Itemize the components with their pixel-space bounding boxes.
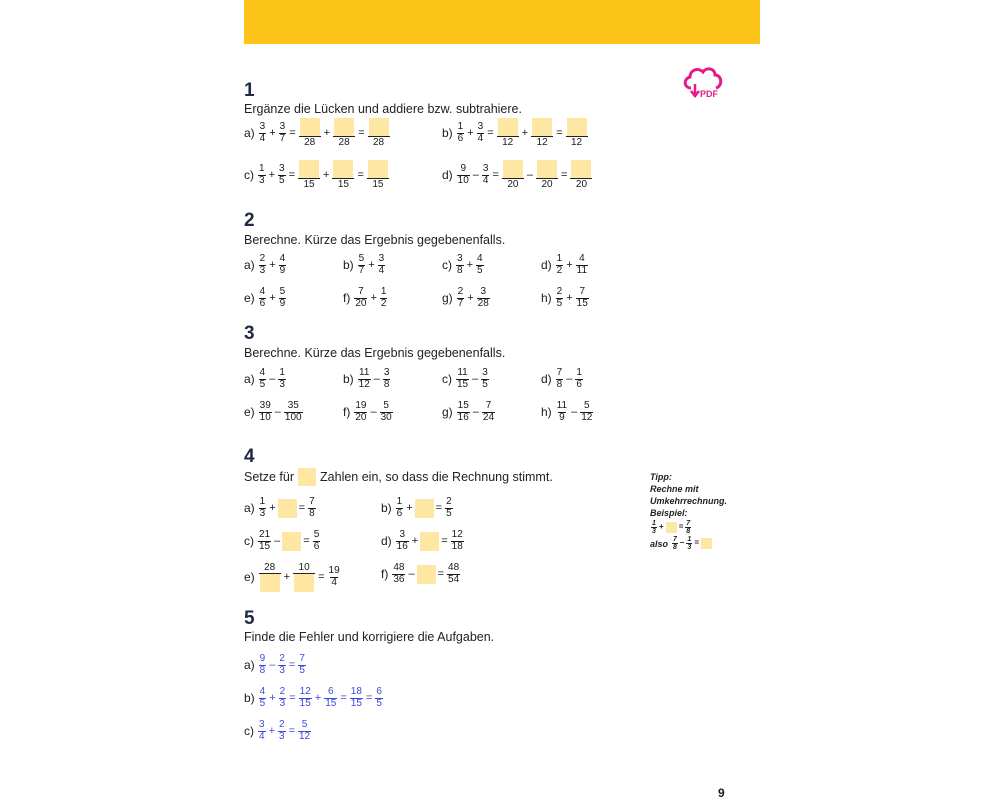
equals: = bbox=[561, 169, 568, 181]
task-label: e) bbox=[244, 405, 255, 420]
exercise-1-task-a bbox=[244, 118, 391, 148]
task-item bbox=[442, 287, 491, 310]
operator: – bbox=[274, 406, 281, 419]
exercise-5-instruction: Finde die Fehler und korrigiere die Aufgaben. bbox=[244, 630, 495, 644]
fraction: $\frac{4}{6}$ bbox=[259, 286, 266, 309]
task-item bbox=[244, 287, 287, 310]
task-item bbox=[244, 368, 287, 391]
header-banner bbox=[244, 0, 760, 44]
task-label: g) bbox=[442, 291, 453, 306]
fraction: $\frac{48}{36}$ bbox=[393, 562, 405, 585]
operator: + bbox=[268, 169, 275, 181]
equals: = bbox=[288, 169, 295, 181]
exercise-3-number: 3 bbox=[244, 323, 255, 344]
fraction: $\frac{7}{20}$ bbox=[355, 286, 367, 309]
operator: – bbox=[472, 373, 479, 386]
equals: = bbox=[492, 169, 499, 181]
tip-example-1: $\frac{1}{3}$ + = $\frac{7}{8}$ bbox=[652, 519, 691, 536]
fraction: $\frac{3}{4}$ bbox=[259, 719, 265, 742]
task-label: d) bbox=[442, 168, 453, 182]
task-item bbox=[442, 254, 485, 277]
fraction: $\frac{1}{2}$ bbox=[556, 253, 563, 276]
task-item bbox=[244, 254, 287, 277]
fraction: $\frac{1}{3}$ bbox=[279, 367, 285, 390]
operator: – bbox=[408, 568, 415, 581]
tip-text: Beispiel: bbox=[650, 508, 688, 519]
fraction: $\frac{12}{15}$ bbox=[299, 686, 311, 709]
fraction: $\frac{6}{15}$ bbox=[325, 686, 337, 709]
task-label: f) bbox=[381, 567, 389, 582]
fraction: $\frac{1}{2}$ bbox=[380, 286, 387, 309]
operator: + bbox=[368, 259, 375, 272]
equals: = bbox=[303, 535, 310, 548]
operator: + bbox=[467, 292, 474, 305]
task-item bbox=[343, 254, 386, 277]
fraction: $\frac{3}{4}$ bbox=[482, 162, 489, 186]
exercise-1-task-b bbox=[442, 118, 589, 148]
fraction: $\frac{1}{6}$ bbox=[576, 367, 582, 390]
equals: = bbox=[441, 535, 448, 548]
fraction: $\frac{19}{20}$ bbox=[355, 400, 367, 423]
fraction: $\frac{6}{5}$ bbox=[376, 686, 382, 709]
fraction: $\frac{5}{6}$ bbox=[313, 529, 320, 552]
exercise-1-task-d bbox=[442, 160, 593, 190]
fraction: $\frac{7}{5}$ bbox=[299, 653, 305, 676]
operator: – bbox=[472, 406, 479, 419]
exercise-4-instruction bbox=[244, 468, 553, 486]
equals: = bbox=[437, 568, 445, 581]
fraction: $\frac{3}{28}$ bbox=[477, 286, 489, 309]
fraction: $\frac{35}{100}$ bbox=[284, 400, 302, 423]
task-item bbox=[343, 401, 394, 424]
exercise-4-task-b bbox=[381, 497, 454, 520]
operator: + bbox=[566, 259, 573, 272]
tip-title: Tipp: bbox=[650, 472, 672, 482]
blank-fraction[interactable]: 12 bbox=[497, 118, 519, 148]
task-label: a) bbox=[244, 501, 255, 516]
fraction: $\frac{5}{9}$ bbox=[279, 286, 286, 309]
operator: – bbox=[370, 406, 377, 419]
fraction: $\frac{1}{6}$ bbox=[457, 120, 464, 144]
task-label: b) bbox=[244, 691, 255, 706]
operator: + bbox=[370, 292, 377, 305]
fraction: $\frac{4}{9}$ bbox=[279, 253, 286, 276]
task-item bbox=[343, 287, 388, 310]
task-item bbox=[343, 368, 391, 391]
task-label: g) bbox=[442, 405, 453, 420]
task-label: e) bbox=[244, 291, 255, 306]
task-label: a) bbox=[244, 658, 255, 673]
operator: + bbox=[323, 169, 330, 181]
fraction: $\frac{2}{7}$ bbox=[457, 286, 464, 309]
task-label: c) bbox=[244, 724, 254, 739]
fraction: $\frac{2}{5}$ bbox=[446, 496, 452, 519]
fraction: $\frac{2}{5}$ bbox=[556, 286, 563, 309]
blank-box[interactable] bbox=[415, 499, 434, 518]
blank-fraction[interactable]: 12 bbox=[531, 118, 553, 148]
task-label: c) bbox=[244, 534, 254, 549]
blank-box-sample bbox=[298, 468, 316, 486]
task-label: b) bbox=[343, 258, 354, 273]
fraction: $\frac{15}{16}$ bbox=[457, 400, 469, 423]
tip-box bbox=[650, 471, 727, 552]
fraction: $\frac{4}{5}$ bbox=[259, 367, 266, 390]
operator: + bbox=[467, 127, 474, 139]
fraction: $\frac{3}{4}$ bbox=[378, 253, 385, 276]
fraction: $\frac{11}{15}$ bbox=[457, 367, 469, 390]
fraction: $\frac{19}{4}$ bbox=[328, 564, 340, 588]
operator: + bbox=[521, 127, 529, 139]
page-number: 9 bbox=[718, 786, 725, 800]
equals: = bbox=[435, 502, 443, 515]
fraction: $\frac{3}{4}$ bbox=[259, 120, 266, 144]
equals: = bbox=[318, 571, 325, 583]
task-label: h) bbox=[541, 405, 552, 420]
task-item bbox=[541, 368, 584, 391]
fraction: $\frac{4}{11}$ bbox=[576, 253, 588, 276]
operator: + bbox=[566, 292, 573, 305]
blank-fraction[interactable]: 15 bbox=[298, 160, 320, 190]
fraction: $\frac{5}{30}$ bbox=[380, 400, 392, 423]
task-item bbox=[442, 401, 496, 424]
pdf-download-icon[interactable] bbox=[681, 64, 725, 100]
instruction-text: Setze für bbox=[244, 470, 295, 484]
operator: – bbox=[373, 373, 380, 386]
task-item bbox=[244, 401, 304, 424]
task-label: a) bbox=[244, 126, 255, 140]
fraction: $\frac{1}{6}$ bbox=[396, 496, 403, 519]
fraction: $\frac{2}{3}$ bbox=[279, 686, 286, 709]
fraction: $\frac{18}{15}$ bbox=[350, 686, 362, 709]
task-label: f) bbox=[343, 291, 351, 306]
task-label: b) bbox=[343, 372, 354, 387]
blank-fraction[interactable]: 20 bbox=[536, 160, 558, 190]
task-item bbox=[541, 287, 590, 310]
operator: – bbox=[274, 535, 281, 548]
operator: + bbox=[269, 502, 276, 515]
operator: + bbox=[269, 292, 276, 305]
fraction: $\frac{5}{12}$ bbox=[299, 719, 311, 742]
tip-example-2: also $\frac{7}{8}$ – $\frac{1}{3}$ = bbox=[650, 536, 727, 552]
blank-fraction[interactable]: 28 bbox=[259, 562, 281, 592]
fraction: $\frac{11}{12}$ bbox=[358, 367, 370, 390]
tip-text: Umkehrrechnung. bbox=[650, 496, 728, 507]
task-label: b) bbox=[442, 126, 453, 140]
operator: – bbox=[526, 169, 534, 181]
task-label: d) bbox=[381, 534, 392, 549]
exercise-4-task-e bbox=[244, 562, 342, 592]
blank-fraction[interactable]: 12 bbox=[566, 118, 588, 148]
fraction: $\frac{3}{4}$ bbox=[477, 120, 484, 144]
operator: + bbox=[283, 571, 291, 583]
fraction: $\frac{3}{8}$ bbox=[383, 367, 390, 390]
exercise-5-task-c: c) $\frac{3}{4}$ + $\frac{2}{3}$ = $\frac{5}{12}$ bbox=[244, 719, 311, 742]
equals: = bbox=[357, 169, 364, 181]
fraction: $\frac{1}{3}$ bbox=[259, 496, 266, 519]
blank-fraction[interactable]: 15 bbox=[332, 160, 354, 190]
fraction: $\frac{7}{15}$ bbox=[576, 286, 588, 309]
fraction: $\frac{7}{24}$ bbox=[482, 400, 495, 423]
operator: – bbox=[269, 373, 276, 386]
fraction: $\frac{12}{18}$ bbox=[451, 529, 463, 552]
operator: + bbox=[269, 259, 276, 272]
exercise-4-number: 4 bbox=[244, 446, 255, 467]
blank-fraction[interactable]: 20 bbox=[502, 160, 524, 190]
fraction: $\frac{48}{54}$ bbox=[448, 562, 460, 585]
fraction: $\frac{3}{5}$ bbox=[482, 367, 488, 390]
operator: + bbox=[411, 535, 419, 548]
fraction: $\frac{11}{9}$ bbox=[556, 400, 568, 423]
blank-box[interactable] bbox=[420, 532, 439, 551]
task-label: c) bbox=[442, 258, 452, 273]
fraction: $\frac{3}{7}$ bbox=[279, 120, 286, 144]
fraction: $\frac{5}{12}$ bbox=[581, 400, 593, 423]
fraction: $\frac{5}{7}$ bbox=[358, 253, 365, 276]
blank-fraction[interactable]: 28 bbox=[299, 118, 321, 148]
blank-fraction[interactable]: 28 bbox=[333, 118, 355, 148]
fraction: $\frac{4}{5}$ bbox=[477, 253, 483, 276]
equals: = bbox=[556, 127, 563, 139]
equals: = bbox=[358, 127, 365, 139]
task-label: h) bbox=[541, 291, 552, 306]
exercise-4-task-c bbox=[244, 530, 321, 553]
equals: = bbox=[298, 502, 306, 515]
fraction: $\frac{2}{3}$ bbox=[259, 253, 266, 276]
blank-fraction[interactable]: 20 bbox=[570, 160, 592, 190]
fraction: $\frac{3}{5}$ bbox=[279, 162, 285, 186]
operator: + bbox=[269, 127, 276, 139]
svg-text:PDF: PDF bbox=[700, 89, 718, 99]
blank-box[interactable] bbox=[417, 565, 436, 584]
exercise-4-task-a bbox=[244, 497, 317, 520]
exercise-1-task-c bbox=[244, 160, 390, 190]
task-label: a) bbox=[244, 258, 255, 273]
task-label: b) bbox=[381, 501, 392, 516]
exercise-1-instruction: Ergänze die Lücken und addiere bzw. subtrahiere. bbox=[244, 102, 522, 116]
fraction: $\frac{3}{16}$ bbox=[396, 529, 408, 552]
fraction: $\frac{2}{3}$ bbox=[279, 719, 285, 742]
blank-box[interactable] bbox=[278, 499, 297, 518]
exercise-5-number: 5 bbox=[244, 608, 255, 629]
fraction: $\frac{9}{8}$ bbox=[259, 653, 266, 676]
exercise-5-task-a: a) $\frac{9}{8}$ – $\frac{2}{3}$ = $\frac{7}{5}$ bbox=[244, 653, 305, 676]
exercise-2-instruction: Berechne. Kürze das Ergebnis gegebenenfalls. bbox=[244, 233, 506, 247]
task-label: c) bbox=[244, 168, 254, 182]
equals: = bbox=[289, 127, 296, 139]
task-item bbox=[442, 368, 490, 391]
instruction-text: Zahlen ein, so dass die Rechnung stimmt. bbox=[320, 470, 553, 484]
fraction: $\frac{21}{15}$ bbox=[259, 529, 271, 552]
exercise-3-instruction: Berechne. Kürze das Ergebnis gegebenenfalls. bbox=[244, 346, 506, 360]
exercise-2-number: 2 bbox=[244, 210, 255, 231]
equals: = bbox=[487, 127, 494, 139]
blank-fraction[interactable]: 15 bbox=[367, 160, 389, 190]
operator: + bbox=[406, 502, 413, 515]
task-item bbox=[541, 401, 594, 424]
fraction: $\frac{4}{5}$ bbox=[259, 686, 266, 709]
operator: – bbox=[472, 169, 479, 181]
fraction: $\frac{1}{3}$ bbox=[259, 162, 265, 186]
exercise-1-number: 1 bbox=[244, 80, 255, 101]
fraction: $\frac{3}{8}$ bbox=[457, 253, 463, 276]
fraction: $\frac{7}{8}$ bbox=[556, 367, 563, 390]
blank-fraction[interactable]: 28 bbox=[368, 118, 390, 148]
task-label: f) bbox=[343, 405, 351, 420]
task-label: c) bbox=[442, 372, 452, 387]
exercise-5-task-b: b) $\frac{4}{5}$ + $\frac{2}{3}$ = $\frac{12}{15}$ + $\frac{6}{15}$ = $\frac{18}{15}$ = $\frac{6}{5}$ bbox=[244, 686, 382, 709]
fraction: $\frac{9}{10}$ bbox=[457, 162, 469, 186]
exercise-4-task-d bbox=[381, 530, 465, 553]
fraction: $\frac{7}{8}$ bbox=[309, 496, 315, 519]
task-label: d) bbox=[541, 258, 552, 273]
task-label: a) bbox=[244, 372, 255, 387]
blank-box[interactable] bbox=[282, 532, 301, 551]
task-label: d) bbox=[541, 372, 552, 387]
operator: – bbox=[566, 373, 573, 386]
exercise-4-task-f bbox=[381, 563, 461, 586]
operator: – bbox=[571, 406, 578, 419]
fraction: $\frac{2}{3}$ bbox=[279, 653, 285, 676]
task-label: e) bbox=[244, 570, 255, 584]
operator: + bbox=[466, 259, 473, 272]
tip-text: Rechne mit bbox=[650, 484, 699, 495]
blank-fraction[interactable]: 10 bbox=[293, 562, 315, 592]
task-item bbox=[541, 254, 589, 277]
fraction: $\frac{39}{10}$ bbox=[259, 400, 271, 423]
operator: + bbox=[323, 127, 331, 139]
